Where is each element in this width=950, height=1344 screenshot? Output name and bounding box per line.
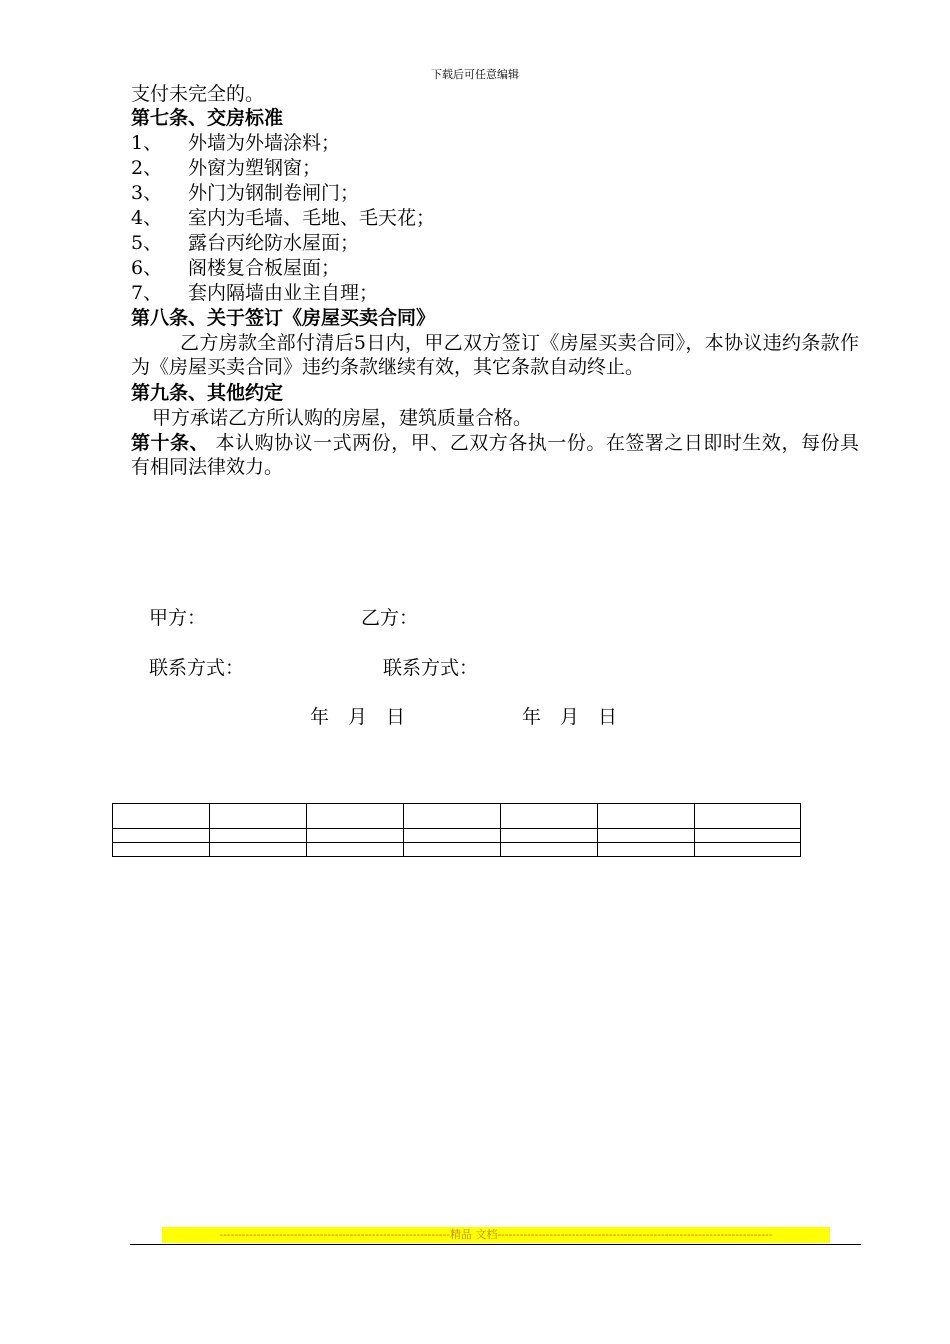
table-cell [404, 804, 501, 829]
article10 [131, 431, 859, 479]
table-cell [210, 843, 307, 857]
footer-watermark: --------------------------------------------------------------精品 文档-------------------------------------------------------------------------- [162, 1227, 830, 1243]
header-note: 下载后可任意编辑 [431, 68, 519, 81]
article7-title: 第七条、交房标准 [131, 107, 284, 129]
table-cell [307, 829, 404, 843]
item-text: 外门为钢制卷闸门； [188, 182, 360, 204]
article7-item [131, 181, 359, 205]
item-number: 6、 [131, 257, 163, 279]
table-cell [598, 829, 695, 843]
article7-item [131, 206, 435, 230]
blank-table [112, 803, 801, 857]
continuation-text: 支付未完全的。 [131, 83, 265, 105]
table-cell [598, 804, 695, 829]
table-cell [113, 829, 210, 843]
article10-body: 本认购协议一式两份，甲、乙双方各执一份。在签署之日即时生效，每份具有相同法律效力。 [131, 432, 859, 478]
contact-b-label: 联系方式： [383, 657, 479, 679]
date-b: 年 月 日 [522, 706, 618, 728]
item-number: 1、 [131, 132, 163, 154]
table-cell [113, 804, 210, 829]
article7-item [131, 256, 340, 280]
item-text: 露台丙纶防水屋面； [188, 232, 360, 254]
table-cell [501, 829, 598, 843]
table-cell [113, 843, 210, 857]
item-text: 外窗为塑钢窗； [188, 157, 322, 179]
table-cell [501, 843, 598, 857]
article7-item [131, 131, 340, 155]
table-cell [404, 829, 501, 843]
item-number: 2、 [131, 157, 163, 179]
date-a: 年 月 日 [310, 706, 406, 728]
table-cell [210, 804, 307, 829]
article8-title: 第八条、关于签订《房屋买卖合同》 [131, 307, 436, 329]
item-number: 3、 [131, 182, 163, 204]
article9-body: 甲方承诺乙方所认购的房屋，建筑质量合格。 [152, 407, 533, 429]
article8-body: 乙方房款全部付清后5日内，甲乙双方签订《房屋买卖合同》，本协议违约条款作为《房屋买卖合同》违约条款继续有效，其它条款自动终止。 [131, 332, 859, 378]
table-cell [501, 804, 598, 829]
footer-rule [130, 1244, 861, 1245]
article10-title: 第十条、 [131, 432, 210, 454]
contact-a-label: 联系方式： [149, 657, 245, 679]
item-number: 7、 [131, 282, 163, 304]
item-text: 套内隔墙由业主自理； [188, 282, 379, 304]
party-b-label: 乙方： [361, 607, 419, 629]
article7-item [131, 156, 321, 180]
party-a-label: 甲方： [149, 607, 207, 629]
item-number: 4、 [131, 207, 163, 229]
article7-item [131, 281, 378, 305]
table-row [113, 829, 801, 843]
table-cell [598, 843, 695, 857]
item-number: 5、 [131, 232, 163, 254]
table-row [113, 843, 801, 857]
table-row [113, 804, 801, 829]
item-text: 室内为毛墙、毛地、毛天花； [188, 207, 436, 229]
table-cell [695, 804, 801, 829]
article7-item [131, 231, 359, 255]
table-cell [404, 843, 501, 857]
table-cell [695, 843, 801, 857]
article9-title: 第九条、其他约定 [131, 382, 284, 404]
table-cell [307, 843, 404, 857]
item-text: 阁楼复合板屋面； [188, 257, 341, 279]
table-cell [307, 804, 404, 829]
table-cell [210, 829, 307, 843]
table-cell [695, 829, 801, 843]
item-text: 外墙为外墙涂料； [188, 132, 341, 154]
